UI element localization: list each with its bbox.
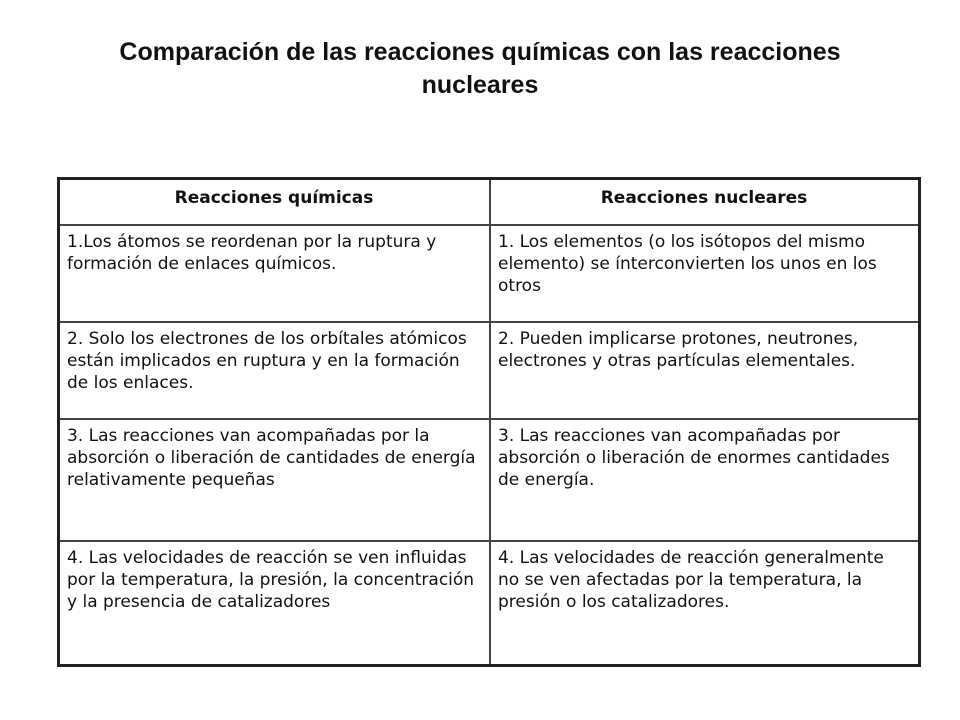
nuclear-cell-3: 3. Las reacciones van acompañadas por absorción o liberación de enormes cantidades de energía. [490,419,918,541]
table-row [60,419,918,541]
comparison-table [60,180,918,664]
chemical-cell-3: 3. Las reacciones van acompañadas por la absorción o liberación de cantidades de energía relativamente pequeñas [60,419,490,541]
table-row [60,541,918,664]
table-header-row [60,180,918,225]
nuclear-cell-4: 4. Las velocidades de reacción generalmente no se ven afectadas por la temperatura, la presión o los catalizadores. [490,541,918,664]
comparison-table-frame [57,177,921,667]
chemical-cell-1: 1.Los átomos se reordenan por la ruptura y formación de enlaces químicos. [60,225,490,322]
header-chemical-reactions: Reacciones químicas [60,180,490,225]
table-row [60,225,918,322]
table-row [60,322,918,419]
chemical-cell-4: 4. Las velocidades de reacción se ven influidas por la temperatura, la presión, la concentración y la presencia de catalizadores [60,541,490,664]
chemical-cell-2: 2. Solo los electrones de los orbítales atómicos están implicados en ruptura y en la formación de los enlaces. [60,322,490,419]
header-nuclear-reactions: Reacciones nucleares [490,180,918,225]
page-title: Comparación de las reacciones químicas con las reacciones nucleares [119,38,841,99]
nuclear-cell-2: 2. Pueden implicarse protones, neutrones, electrones y otras partículas elementales. [490,322,918,419]
nuclear-cell-1: 1. Los elementos (o los isótopos del mismo elemento) se ínterconvierten los unos en los otros [490,225,918,322]
